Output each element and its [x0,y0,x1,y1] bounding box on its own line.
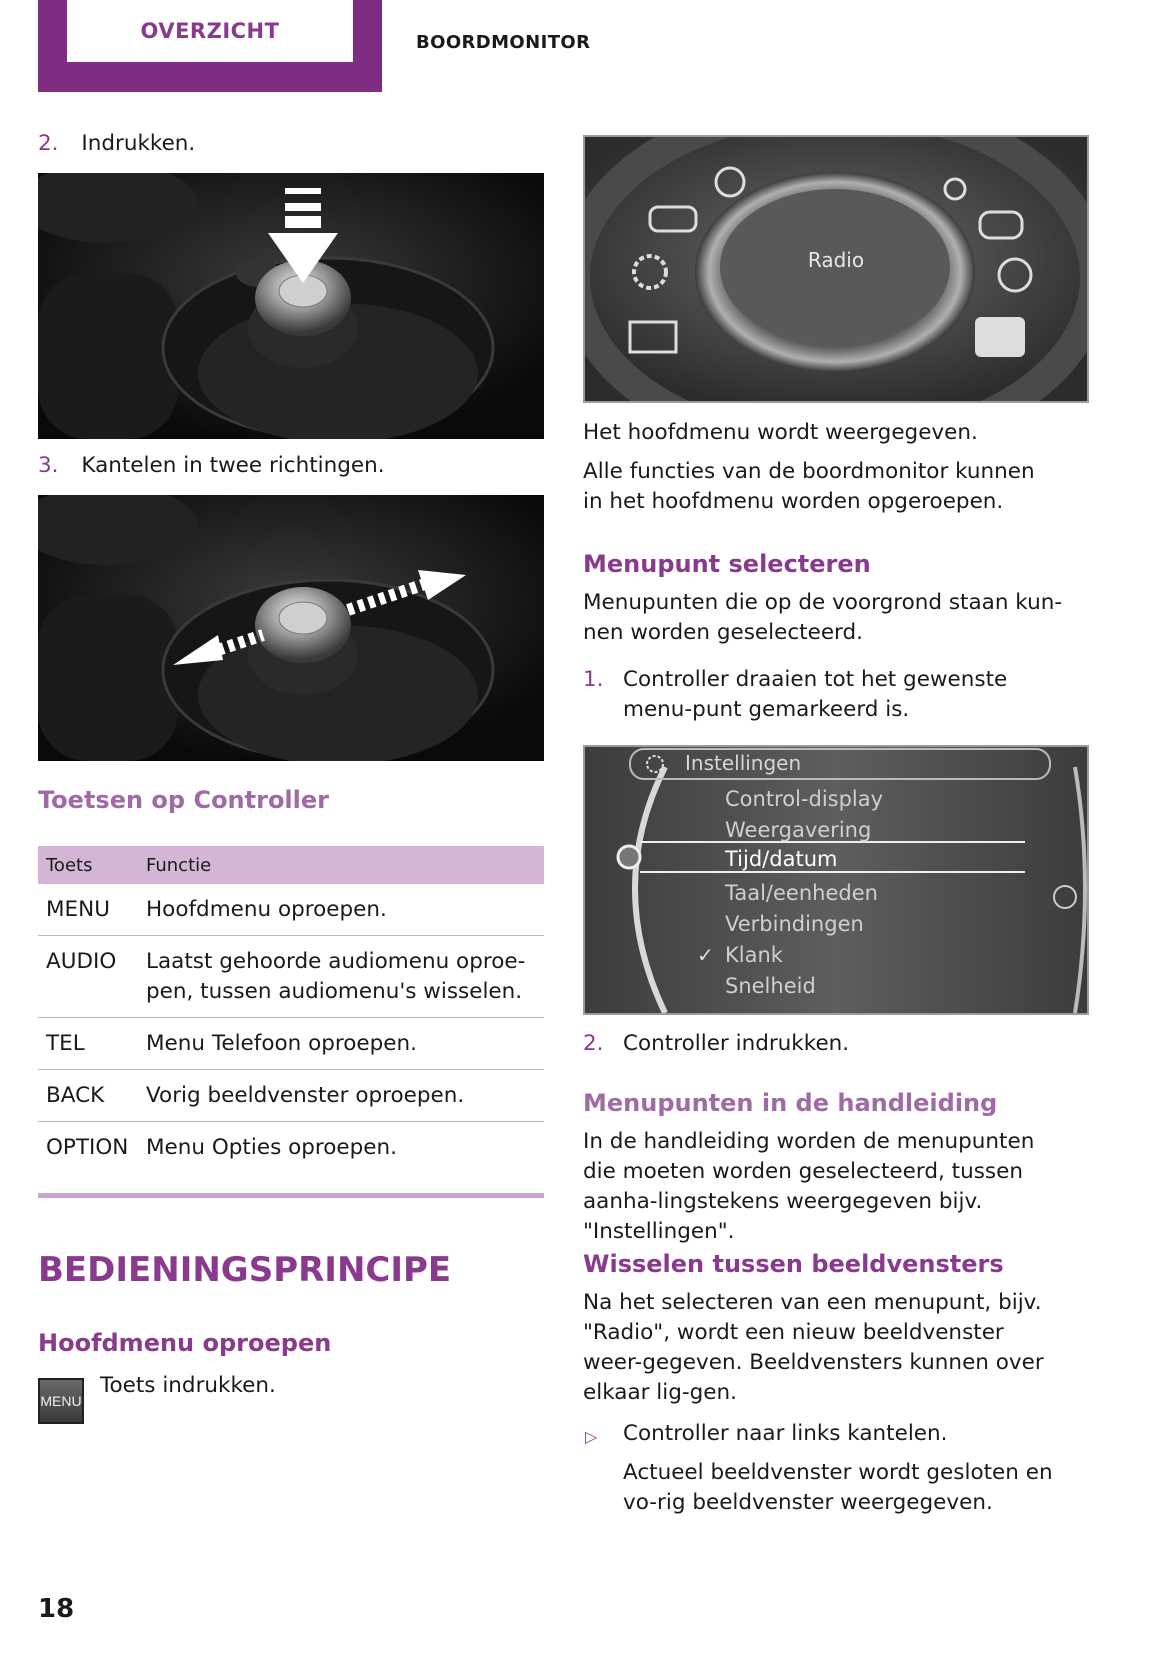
manual-text: In de handleiding worden de menupunten die moeten worden geselecteerd, tussen aanha-lingstekens weergegeven bijv. "Instellingen". [583,1129,1035,1244]
function-cell: Vorig beeldvenster oproepen. [138,1070,544,1122]
menu-item: Verbindingen [725,912,864,936]
function-cell: Hoofdmenu oproepen. [138,884,544,936]
step-number: 1. [583,667,604,692]
bullet-subtext: Actueel beeldvenster wordt gesloten en vo-rig beeldvenster weergegeven. [623,1460,1053,1515]
column-header: Functie [138,846,544,884]
keys-table [38,846,544,1173]
step-text: Indrukken. [81,131,196,156]
step-number: 3. [38,453,59,478]
step-text: Kantelen in twee richtingen. [81,453,385,478]
step-2 [38,129,195,159]
select-step-2 [583,1029,849,1059]
menu-item: Snelheid [725,974,816,998]
bullet-text: Controller naar links kantelen. [623,1421,948,1446]
key-cell: AUDIO [38,936,138,1018]
select-step-1 [583,665,1083,725]
step-text: Controller draaien tot het gewenste menu-punt gemarkeerd is. [623,667,1008,722]
table-row [38,1122,544,1174]
column-header: Toets [38,846,138,884]
controller-tilt-photo [38,495,544,761]
menu-item: Weergavering [725,818,872,842]
menu-item: Klank [725,943,783,967]
settings-menu-title: Instellingen [685,751,802,775]
step-3 [38,451,385,481]
table-row [38,1018,544,1070]
radio-label: Radio [807,248,865,272]
function-cell: Menu Opties oproepen. [146,1135,397,1160]
select-text: Menupunten die op de voorgrond staan kun-nen worden geselecteerd. [583,590,1063,645]
page-number: 18 [38,1594,75,1624]
function-cell: Menu Telefoon oproepen. [138,1018,544,1070]
main-menu-screen [583,135,1089,403]
switch-text: Na het selecteren van een menupunt, bijv. "Radio", wordt een nieuw beeldvenster weer-gegeven. Beeldvensters kunnen over elkaar lig-gen. [583,1290,1044,1405]
section-label: BOORDMONITOR [416,32,591,53]
header-tab-label: OVERZICHT [67,0,353,62]
table-row [38,936,544,1018]
menu-button-icon: MENU [38,1378,84,1424]
step-number: 2. [38,131,59,156]
table-row [38,1070,544,1122]
key-cell: MENU [38,884,138,936]
check-icon: ✓ [697,943,714,967]
menu-button-text: Toets indrukken. [100,1373,276,1398]
table-header-row [38,846,544,884]
key-cell: OPTION [46,1135,129,1160]
select-heading: Menupunt selecteren [583,550,871,578]
mainmenu-heading: Hoofdmenu oproepen [38,1329,332,1357]
triangle-bullet-icon: ▷ [585,1427,598,1446]
step-text: Controller indrukken. [623,1031,850,1056]
switch-heading: Wisselen tussen beeldvensters [583,1250,1004,1278]
paragraph-functions: Alle functies van de boordmonitor kunnen in het hoofdmenu worden opgeroepen. [583,459,1035,514]
controller-press-photo [38,173,544,439]
step-number: 2. [583,1031,604,1056]
key-cell: TEL [38,1018,138,1070]
paragraph-main-menu: Het hoofdmenu wordt weergegeven. [583,420,978,445]
table-bottom-rule [38,1193,544,1198]
menu-item: Control-display [725,787,884,811]
function-cell: Laatst gehoorde audiomenu oproe-pen, tussen audiomenu's wisselen. [138,936,544,1018]
principle-heading: BEDIENINGSPRINCIPE [38,1250,452,1290]
keys-heading: Toetsen op Controller [38,786,329,814]
table-row [38,884,544,936]
manual-heading: Menupunten in de handleiding [583,1089,998,1117]
settings-menu-screen [583,745,1089,1015]
menu-item: Taal/eenheden [725,881,878,905]
key-cell: BACK [38,1070,138,1122]
menu-item-selected: Tijd/datum [725,847,838,871]
